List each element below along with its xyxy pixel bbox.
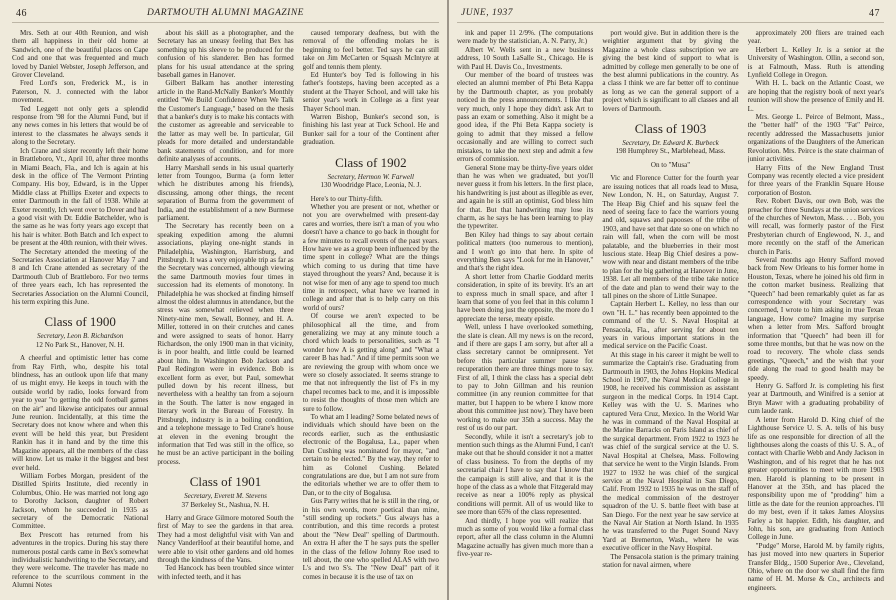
left-page-header bbox=[12, 6, 439, 23]
paragraph: ink and paper 11 2/9%. (The computations were made by the statistician, A. N. Parry, Jr.) bbox=[457, 29, 594, 46]
text-column bbox=[157, 29, 293, 599]
paragraph: approximately 200 fliers are trained each year. bbox=[747, 29, 884, 46]
paragraph: To what am I leading? Some belated news of individuals which should have been on the records earlier, such as the enthusiastic electronic of the Bogalusa, La., paper when Dan Cushing was nominated for mayor, "and certain to be elected." By the way, they refer to him as Colonel Cushing. Belated congratulations are due, but I am not sure from the editorials whether we are to offer them to Dan, or to the city of Bogalusa. bbox=[302, 413, 439, 497]
right-running-head: JUNE, 1937 bbox=[461, 8, 513, 18]
paragraph: Our member of the board of trustees was elected an alumni member of Phi Beta Kappa by the Dartmouth chapter, as you probably noticed in the press announcements. I like that very much, only I hope they didn't ask Art to pass an exam or something. Also it might be a good idea, if the Phi Beta Kappa society is going to admit that they missed a fellow occasionally and are willing to correct such mistakes, to take the next step and admit a few errors of commission. bbox=[457, 71, 594, 164]
paragraph: The Secretary attended the meeting of the Secretaries Association at Hanover May 7 and 8 and Ich Crane attended as secretary of the Dartmouth Club of Brattleboro. For two terms of three years each, Ich has represented the Secretaries Association on the Alumni Council, his term expiring this June. bbox=[12, 247, 149, 306]
paragraph: Harry Fitts of the New England Trust Company was recently elected a vice president for three years of the Franklin Square House corporation of Boston. bbox=[747, 163, 884, 197]
paragraph: The Pensacola station is the primary training station for naval airmen, where bbox=[602, 552, 739, 569]
paragraph: Here's to our Thirty-fifth. bbox=[310, 194, 383, 203]
left-columns bbox=[12, 29, 439, 599]
address-line: 130 Woodridge Place, Leonia, N. J. bbox=[320, 181, 422, 190]
paragraph: At this stage in his career it might be well to summarize the Captain's rise. Graduating from Dartmouth in 1903, the Johns Hopkins Medical School in 1907, the Naval Medical College in 1908, he received his commission as assistant surgeon in the medical Corps. In 1914 Capt. Kelley was with the U. S. Marines who captured Vera Cruz, Mexico. In the World War he was in command of the Naval Hospital at the Marine Barracks on Paris Island as chief of the surgical department. From 1922 to 1923 he was chief of the surgical service at the U. S. Naval Hospital at Chelsea, Mass. Following that service he went to the Virgin Islands. From 1927 to 1932 he was chief of the surgical service at the Naval Hospital in San Diego, Calif. From 1932 to 1935 he was on the staff of the medical commission of the destroyer squadron of the U. S. battle fleet with base at San Diego. For the next year he saw service at the Naval Air Station at North Island. In 1935 he was transferred to the Puget Sound Navy Yard at Bremerton, Wash., where he was executive officer in the Navy Hospital. bbox=[602, 350, 739, 553]
address-line: 12 No Park St., Hanover, N. H. bbox=[35, 340, 125, 349]
address-line: 198 Humphrey St., Marblehead, Mass. bbox=[615, 147, 726, 156]
paragraph: Henry G. Safford Jr. is completing his first year at Dartmouth, and Winifred is a senior at Bryn Mawr with a graduating probability of cum laude rank. bbox=[747, 382, 884, 416]
text-column bbox=[602, 29, 738, 599]
class-heading: Class of 1902 bbox=[335, 154, 407, 170]
right-page-header bbox=[457, 6, 884, 23]
secretary-line: Secretary, Leon B. Richardson bbox=[36, 332, 124, 341]
paragraph: William Forbes Morgan, president of the Distilled Spirits Institute, died recently in Columbus, Ohio. He was married not long ago to Dorothy Jackson, daughter of Robert Jackson, whom he succeeded in 1935 as secretary of the Democratic National Committee. bbox=[12, 471, 149, 531]
paragraph: Secondly, while it isn't a secretary's job to mention such things as the Alumni Fund, I can't make out that he should consider it not a matter of class business. To from the depths of my secretarial chair I have to say that I know that the campaign is still alive, and that it is the hope of the class as a whole that Fitzgerald may receive as near a 100% reply as physical conditions will permit. All of us would like to see more than 65% of the class represented. bbox=[457, 432, 594, 517]
paragraph: Rev. Robert Davis, our own Bob, was the preacher for three Sundays at the union services of the churches of Newton, Mass. . . . Bob, you will recall, was formerly pastor of the First Presbyterian church of Englewood, N. J., and more recently on the staff of the American church in Paris. bbox=[747, 197, 884, 256]
paragraph: And thirdly, I hope you will realize that much as some of you would like a formal class report, after all the class column in the Alumni Magazine actually has given much more than a five-year re- bbox=[457, 516, 594, 559]
paragraph: With H. L. back on the Atlantic Coast, we are hoping that the registry book of next year's reunion will show the presence of Emily and H. L. bbox=[747, 79, 884, 113]
paragraph: Ich Crane and sister recently left their home in Brattleboro, Vt., April 10, after three months in Miami Beach, Fla., and Ich is again at his desk in the office of The Vermont Printing Company. His boy, Edward, is in the Upper Middle class at Phillips Exeter and expects to enter Dartmouth in the fall of 1938. While at Exeter recently, Ich went over to Dover and had a good visit with Dr. Eddie Batchelder, who is the same as he was forty years ago except that his hair is whiter. Both Batch and Ich expect to be present at the 40th reunion, with their wives. bbox=[12, 146, 149, 248]
paragraph: A letter from Harold D. King chief of the Lighthouse Service U. S. A. tells of his busy life as one responsible for direction of all the lighthouses along the coasts of this U. S. A., of contact with Charlie Webb and Andy Jackson in Washington, and of his regret that he has not greater opportunities to meet with more 1903 men. Harold is planning to be present in Hanover at the 35th, and has placed the responsibility upon me of "prodding" him a little as the date for the reunion approaches. I'll do my best, even if it takes James Aloysius Farley a bit happier. Edith, his daughter, and John, his son, are graduating from Antioch College in June. bbox=[747, 415, 884, 542]
paragraph: Harry Marshall sends in his usual quarterly letter from Toungoo, Burma (a form letter which he distributes among his friends), discussing, among other things, the recent separation of Burma from the government of India, and the establishment of a new Burmese parliament. bbox=[157, 163, 294, 222]
text-column bbox=[12, 29, 148, 599]
left-page-number: 46 bbox=[16, 8, 27, 19]
paragraph: The Secretary has recently been on a speaking expedition among the alumni associations, playing one-night stands in Philadelphia, Washington, Harrisburg, and Pittsburgh. It was a very enjoyable trip as far as the Secretary was concerned, although viewing the same Dartmouth movies four times in succession had its elements of monotony. In Philadelphia he was shocked at finding himself almost the oldest alumnus in attendance, but the stress was somewhat relieved when three Ninety-nine men, Sewall, Bonney, and H. A. Miller, tottered in on their crutches and canes and were assigned to seats of honor. Harry Richardson, the only 1900 man in that vicinity, is in poor health, and little could be learned about him. In Washington Bob Jackson and Paul Redington were in evidence. Bob is excellent form as ever, but Paul, somewhat pulled down by his recent illness, but nevertheless with a healthy tan from a sojourn in the South. The latter is now engaged in literary work in the Bureau of Forestry. In Pittsburgh, industry is in a boiling condition, and a telephone message to Ted Crane's house at eleven in the evening brought the information that Ted was still in the office, so he must be an active participant in the boiling process. bbox=[157, 222, 294, 466]
paragraph: Herbert L. Kelley Jr. is a senior at the University of Washington. Ollin, a second son, is at Falmouth, Mass. Ruth is attending Lynfield College in Oregon. bbox=[747, 45, 884, 80]
secretary-line: Secretary, Hermon W. Farwell bbox=[327, 172, 414, 181]
paragraph: Mrs. George L. Peirce of Belmont, Mass., the "better half" of the 1903 "Fat" Peirce, recently addressed the Massachusetts junior organizations of the Daughters of the American Revolution. Mrs. Peirce is the state chairman of junior activities. bbox=[747, 113, 884, 164]
paragraph: Of course we aren't expected to be philosophical all the time, and from generalizing we may at any minute touch a chord which leads to personalities, such as "I wonder how A is getting along" and "What a career B has had." And if time permits soon we are reviewing the group with whom once we were so closely associated. It seems strange to me that not infrequently the list of F's in my chapel recomes back to me, and it is impossible to resist the thoughts of those men which are sure to follow. bbox=[302, 312, 439, 413]
paragraph: Captain Herbert L. Kelley, no less than our own "H. L." has recently been appointed to the command of the U. S. Naval Hospital at Pensacola, Fla., after serving for about ten years in various important stations in the medical service on the Pacific Coast. bbox=[602, 300, 739, 351]
paragraph: Ted Leggett not only gets a splendid response from '98 for the Alumni Fund, but if any news comes in his letters that would be of interest to the classmates he always sends it along to the Secretary. bbox=[12, 104, 149, 147]
paragraph: Gilbert Balkam has another interesting article in the Rand-McNally Banker's Monthly entitled "We Build Confidence When We Talk the Customer's Language," based on the thesis that a banker's duty is to make his contacts with the customer as agreeable and serviceable to the latter as may well be. In particular, Gil pleads for more detailed and understandable bank statements of condition, and for more definite analyses of accounts. bbox=[157, 79, 294, 164]
paragraph: A short letter from Charlie Goddard merits consideration, in spite of its brevity. It's an art to express much in small space, and after I learn that some of you feel that in this column I have been doing just the opposite, the more do I appreciate the terse, meaty epistle. bbox=[457, 272, 594, 323]
right-columns bbox=[457, 29, 884, 599]
paragraph: Mrs. Seth at our 40th Reunion, and wish them all happiness in their old home at Sandwich, one of the beautiful places on Cape Cod and one that was frequented and much loved by Daniel Webster, Joseph Jefferson, and Grover Cleveland. bbox=[12, 29, 149, 80]
right-page bbox=[449, 0, 896, 600]
left-running-head: DARTMOUTH ALUMNI MAGAZINE bbox=[147, 8, 304, 18]
text-column bbox=[748, 29, 884, 599]
paragraph: Well, unless I have overlooked something, the slate is clean. All my news is on the record, and if there are gaps I am sorry, but after all a class secretary cannot be omnipresent. Yet before this particular summer pause for recuperation there are three things more to say. First of all, I think the class has a special debt to pay to John Gillman and his reunion committee (in any reunion committee for that matter, but I happen to be where I know more about this committee just now). They have been working to make our 35th a success. May the rest of us do our part. bbox=[457, 323, 594, 433]
paragraph: caused temporary deafness, but with the removal of the offending molars he is beginning to feel better. Ted says he can still take on Jim McCarten or Squash McIntyre at golf and tennis them plenty. bbox=[302, 29, 439, 71]
paragraph: Gus Parry writes that he is still in the ring, or in his own words, more poetical than mine, "still sending up rockets." Gus always has a contribution, and this time records a protest about the "New Deal" spelling of Dartmouth. An extra H after the T he says puts the speller in the class of the fellow Johnny Roe used to tell about, the one who spelled ALAS with two L's and two S's. The "New Deal" part of it comes in because it is the use of tax on bbox=[302, 497, 439, 581]
paragraph: General Stone may be thirty-five years older than he was when we graduated, but you'll never guess it from his letters. In the first place, his handwriting is just about as illegible as ever, and again he is still an optimist, God bless him for that. But that handwriting may lose its charm, as he says he has been learning to play the typewriter. bbox=[457, 163, 594, 231]
paragraph: Bex Prescott has returned from his adventures in the tropics. During his stay there numerous postal cards came in Bex's somewhat individualistic handwriting to the Secretary, and they were welcome. The traveler has made no reference to the scurrilous comment in the Alumni Notes bbox=[12, 530, 149, 590]
text-column bbox=[303, 29, 439, 599]
class-heading: Class of 1901 bbox=[189, 474, 262, 490]
paragraph: Warren Bishop, Bunker's second son, is finishing his last year at Tuck School. He and Bunker sail for a tour of the Continent after graduation. bbox=[302, 113, 439, 147]
class-heading: Class of 1903 bbox=[634, 121, 707, 137]
paragraph: Vic and Florence Cutter for the fourth year are issuing notices that all roads lead to Musa, New London, N. H., on Saturday, August 7. The Heap Big Chief and his squaw feel the need of seeing face to face the warriors young and old, squaws and papooses of the tribe of 1903, and have set that date so one on which no rain will fall, when the corn will be most palatable, and the blueberries in their most luscious state. Heap Big Chief desires a pow-wow with near and distant members of the tribe to plan for the big gathering at Hanover in June, 1938. Let all members of the tribe take notice of the date and plan to wend their way to the tall pines on the shore of Little Sunapee. bbox=[602, 174, 739, 300]
paragraph: Harry and Grace Gilmore motored South the first of May to see the gardens in that area. They had a most delightful visit with Van and Nancy VanderHoof at their beautiful home, and were able to visit other gardens and old homes through the kindness of the Vans. bbox=[157, 513, 294, 564]
paragraph: Whether you are present or not, whether or not you are overwhelmed with present-day cares and worries, there isn't a man of you who doesn't have a chance to go back in thought for a few minutes to recall events of the past years. How have we as a group been influenced by the time spent in college? What are the things which coming to us during that time have stayed throughout the years? And, because it is not wise for men of any age to spend too much time in retrospect, what have we learned in college and after that is to help carry on this world of ours? bbox=[302, 202, 439, 312]
left-page bbox=[0, 0, 447, 600]
paragraph: Several months ago Henry Safford moved back from New Orleans to his former home in Houston, Texas, where he joined his old firm in the cotton market business. Realizing that "Queech" had been remarkably quiet as far as correspondence with your Secretary was concerned, I wrote to him asking in true Texan language, How come? Imagine my surprise when a letter from Mrs. Safford brought information that "Queech" had been ill for some three months, but that he was now on the road to recovery. The whole class sends greetings, "Queech," and the wish that your ride along the road to good health may be speedy. bbox=[747, 255, 884, 382]
paragraph: port would give. But in addition there is the weightier argument that by giving the Magazine a whole class subscription we are giving the best kind of support to what is admitted by college men generally to be one of the best alumni publications in the country. As a class I think we are far better off to continue as long as we can the general support of a project which is significant to all classes and all lovers of Dartmouth. bbox=[602, 29, 739, 113]
secretary-line: Secretary, Everett M. Stevens bbox=[184, 492, 267, 501]
paragraph: Albert W. Wells sent in a new business address, 10 South LaSalle St., Chicago. He is with Paul H. Davis Co., Investments. bbox=[457, 45, 594, 71]
paragraph: Ted Hancock has been troubled since winter with infected teeth, and it has bbox=[157, 564, 294, 581]
paragraph: Ben Kiley had things to say about certain political matters (too numerous to mention), and I won't go into that here. In spite of everything Ben says "Look for me in Hanover," and that's the right idea. bbox=[457, 230, 594, 273]
paragraph: A cheerful and optimistic letter has come from Ray Firth, who, despite his total blindness, has an outlook upon life that many of us might envy. He keeps in touch with the outside world by radio, looks forward from year to year "to getting the odd football games on the air" and likewise anticipates our annual June reunion. Incidentally, at this time the Secretary does not know where and when this event will be held this year, but President Rankin has it in hand and by the time this Magazine appears, all the members of the class will know. Let us make it the biggest and best ever held. bbox=[12, 354, 149, 472]
secretary-line: Secretary, Dr. Edward K. Burbeck bbox=[622, 139, 719, 148]
paragraph: about his skill as a photographer, and the Secretary has an uneasy feeling that Bex has something up his sleeve to be produced for the confusion of his slanderer. Ben has formed plans for his usual attendance at the spring baseball games in Hanover. bbox=[157, 29, 294, 80]
right-page-number: 47 bbox=[869, 8, 880, 19]
address-line: On to "Musa" bbox=[650, 160, 691, 169]
paragraph: "Pudge" Morse, Harold M. by family rights, has just moved into new quarters in Superior Transfer Bldg., 1500 Superior Ave., Cleveland, Ohio, where on the door we shall find the firm name of H. M. Morse & Co., architects and engineers. bbox=[747, 541, 884, 592]
class-heading: Class of 1900 bbox=[44, 314, 116, 330]
address-line: 37 Berkeley St., Nashua, N. H. bbox=[181, 500, 270, 509]
paragraph: Ed Hunter's boy Ted is following in his father's footsteps, having been accepted as a student at the Thayer School, and will take his senior year's work in College as a first year Thayer School man. bbox=[302, 71, 439, 113]
paragraph: Fred Lord's son, Frederick M., is in Paterson, N. J. connected with the labor movement. bbox=[12, 79, 149, 105]
text-column bbox=[457, 29, 593, 599]
